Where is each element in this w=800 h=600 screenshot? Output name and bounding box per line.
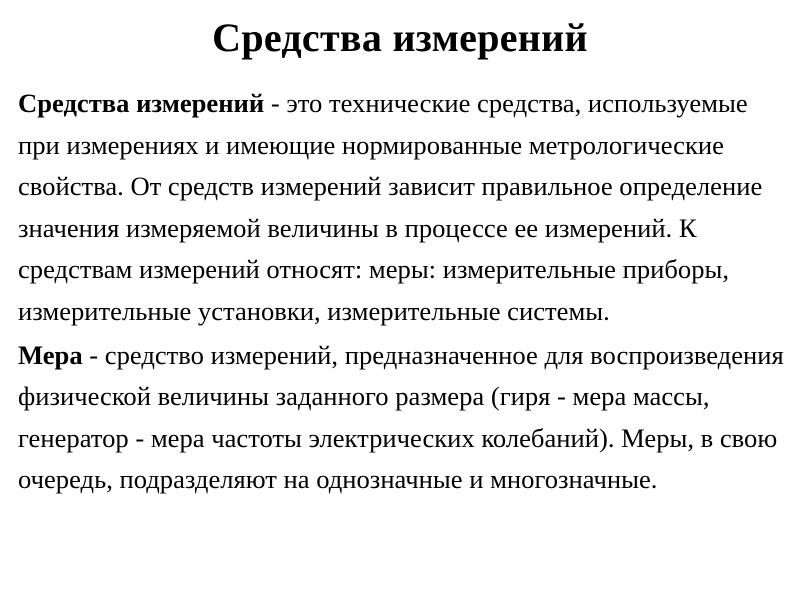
definition-text: - это технические средства, используемые при измерениях и имеющие нормированные метрологические свойства. От средств измерений зависит правильное определение значения измеряемой величины в процессе ее измерений. К средствам измерений относят: меры: измерительные приборы, измерительные установки, измерительные системы. bbox=[18, 88, 763, 326]
definition-paragraph-measuring-instruments bbox=[18, 83, 793, 333]
slide-title: Средства измерений bbox=[212, 15, 588, 60]
definition-term: Средства измерений bbox=[18, 88, 265, 118]
slide-body bbox=[18, 83, 793, 503]
definition-text: - средство измерений, предназначенное для воспроизведения физической величины заданного размера (гиря - мера массы, генератор - мера частоты электрических колебаний). Меры, в свою очередь, подразделяют на однозначные и многозначные. bbox=[18, 339, 784, 495]
definition-paragraph-measure bbox=[18, 335, 793, 501]
definition-term: Мера bbox=[18, 339, 83, 370]
